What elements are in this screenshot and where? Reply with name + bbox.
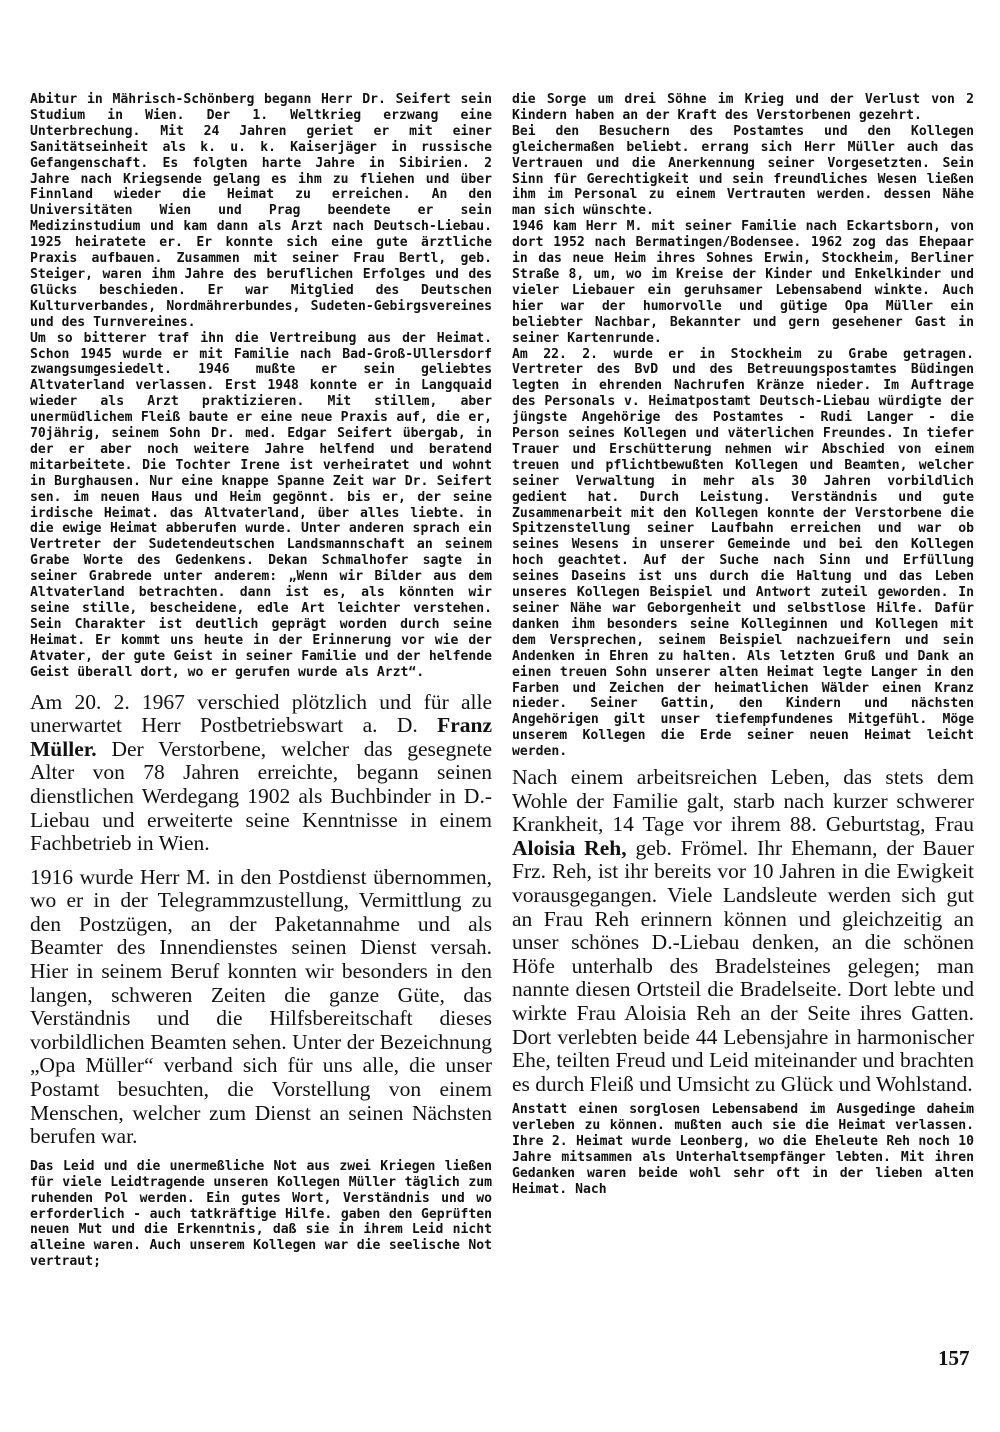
reh-intro-text-continued: geb. Frömel. Ihr Ehemann, der Bauer Frz. Reh, ist ihr bereits vor 10 Jahren in die Ewigkeit vorausgegangen. Viele Landsleute werden sich gut an Frau Reh erinnern können und gleichzeitig an unser schönes D.-Liebau denken, an die schönen Höfe unterhalb des Bradelsteines gelegen; man nannte diesen Ortsteil die Bradelseite. Dort lebte und wirkte Frau Aloisia Reh an der Seite ihres Gatten. Dort verlebten beide 44 Lebensjahre in harmonischer Ehe, teilten Freud und Leid miteinander und brachten es durch Fleiß und Umsicht zu Glück und Wohlstand. — [512, 835, 975, 1096]
paragraph-mueller-postal-service: 1916 wurde Herr M. in den Postdienst übernommen, wo er in der Telegrammzustellung, Vermittlung zu den Postzügen, an der Paketannahme und als Beamter des Innendienstes seinen Dienst versah. Hier in seinem Beruf konnten wir besonders in den langen, schweren Zeiten die ganze Güte, das Verständnis und die Hilfsbereitschaft dieses vorbildlichen Beamten sehen. Unter der Bezeichnung „Opa Müller“ verband sich für uns alle, die unser Postamt besuchten, die Vorstellung von einem Menschen, welcher zum Dienst an seinen Nächsten berufen war. — [30, 864, 492, 1149]
paragraph-mueller-wars: Das Leid und die unermeßliche Not aus zwei Kriegen ließen für viele Leidtragende unseren Kollegen Müller täglich zum ruhenden Pol werden. Ein gutes Wort, Verständnis und wo erforderlich - auch tatkräftige Hilfe. gaben den Geprüften neuen Mut und die Erkenntnis, daß sie in ihrem Leid nicht alleine waren. Auch unserem Kollegen war die seelische Not vertraut; — [30, 1158, 492, 1270]
name-aloisia-reh: Aloisia Reh, — [512, 835, 627, 860]
reh-intro-text: Nach einem arbeitsreichen Leben, das stets dem Wohle der Familie galt, starb nach kurzer schwerer Krankheit, 14 Tage vor ihrem 88. Geburtstag, Frau — [512, 765, 974, 837]
paragraph-reh-expulsion: Anstatt einen sorglosen Lebensabend im Ausgedinge daheim verleben zu können. mußten auch sie die Heimat verlassen. Ihre 2. Heimat wurde Leonberg, wo die Eheleute Reh noch 10 Jahre mitsammen als Unterhaltsempfänger lebten. Mit ihren Gedanken waren beide wohl sehr oft in der lieben alten Heimat. Nach — [512, 1102, 974, 1197]
paragraph-mueller-colleagues: Bei den Besuchern des Postamtes und den Kollegen gleichermaßen beliebt. errang sich Herr Müller auch das Vertrauen und die Anerkennung seiner Vorgesetzten. Sein Sinn für Gerechtigkeit und sein freundliches Wesen ließen ihm im Personal zu einem Vertrauten werden. dessen Nähe man sich wünschte. — [512, 123, 974, 219]
mueller-intro-text: Am 20. 2. 1967 verschied plötzlich und für alle unerwartet Herr Postbetriebswart a. D. — [30, 689, 492, 738]
paragraph-seifert-expulsion: Um so bitterer traf ihn die Vertreibung aus der Heimat. Schon 1945 wurde er mit Familie nach Bad-Groß-Ullersdorf zwangsumgesiedelt. 1946 mußte er sein geliebtes Altvaterland verlassen. Erst 1948 konnte er in Langquaid wieder als Arzt praktizieren. Mit stillem, aber unermüdlichem Fleiß baute er eine neue Praxis auf, die er, 70jährig, seinem Sohn Dr. med. Edgar Seifert übergab, in der er aber noch weitere Jahre helfend und beratend mitarbeitete. Die Tochter Irene ist verheiratet und wohnt in Burghausen. Nur eine knappe Spanne Zeit war Dr. Seifert sen. im neuen Haus und Heim gegönnt. bis er, der seine irdische Heimat. das Altvaterland, über alles liebte. in die ewige Heimat abberufen wurde. Unter anderen sprach ein Vertreter der Sudetendeutschen Landsmannschaft an seinem Grabe Worte des Gedenkens. Dekan Schmalhofer sagte in seiner Grabrede unter anderem: „Wenn wir Bilder aus dem Altvaterland betrachten. dann ist es, als könnten wir seine stille, bescheidene, edle Art leichter verstehen. Sein Charakter ist deutlich geprägt worden durch seine Heimat. Er kommt uns heute in der Erinnerung vor wie der Atvater, der gute Geist in seiner Familie und der helfende Geist überall dort, wo er gerufen wurde als Arzt“. — [30, 330, 492, 680]
paragraph-mueller-sons: die Sorge um drei Söhne im Krieg und der Verlust von 2 Kindern haben an der Kraft des Verstorbenen gezehrt. — [512, 92, 974, 123]
right-column — [512, 92, 974, 1198]
paragraph-mueller-funeral: Am 22. 2. wurde er in Stockheim zu Grabe getragen. Vertreter des BvD und des Betreuungspostamtes Büdingen legten in ehrenden Nachrufen Kränze nieder. Im Auftrage des Personals v. Heimatpostamt Deutsch-Liebau würdigte der jüngste Angehörige des Postamtes - Rudi Langer - die Person seines Kollegen und väterlichen Freundes. In tiefer Trauer und Erschütterung nehmen wir Abschied von einem treuen und pflichtbewußten Kollegen und Beamten, welcher seiner Verwaltung in mehr als 30 Jahren vorbildlich gedient hat. Durch Leistung. Verständnis und gute Zusammenarbeit mit den Kollegen konnte der Verstorbene die Spitzenstellung seiner Laufbahn erreichen und war ob seines Wesens in unserer Gemeinde und bei den Kollegen hoch geachtet. Auf der Suche nach Sinn und Erfüllung seines Daseins ist uns durch die Haltung und das Leben unseres Kollegen Beispiel und Antwort zuteil geworden. In seiner Nähe war Geborgenheit und selbstlose Hilfe. Dafür danken ihm besonders seine Kolleginnen und Kollegen mit dem Versprechen, seinem Beispiel nachzueifern und sein Andenken in Ehren zu halten. Als letzten Gruß und Dank an einen treuen Sohn unserer alten Heimat legte Langer in den Farben und Zeichen der heimatlichen Wälder einen Kranz nieder. Seiner Gattin, den Kindern und nächsten Angehörigen gilt unser tiefempfundenes Mitgefühl. Möge unserem Kollegen die Erde seiner neuen Heimat leicht werden. — [512, 346, 974, 760]
paragraph-mueller-relocation: 1946 kam Herr M. mit seiner Familie nach Eckartsborn, von dort 1952 nach Bermatingen/Bodensee. 1962 zog das Ehepaar in das neue Heim ihres Sohnes Erwin, Stockheim, Berliner Straße 8, um, wo im Kreise der Kinder und Enkelkinder und vieler Liebauer ein geruhsamer Lebensabend winkte. Auch hier war der humorvolle und gütige Opa Müller ein beliebter Nachbar, Bekannter und gern gesehener Gast in seiner Kartenrunde. — [512, 219, 974, 346]
paragraph-mueller-obituary-intro — [30, 691, 492, 856]
left-column — [30, 92, 492, 1270]
paragraph-seifert-biography: Abitur in Mährisch-Schönberg begann Herr Dr. Seifert sein Studium in Wien. Der 1. Weltkrieg erzwang eine Unterbrechung. Mit 24 Jahren geriet er mit einer Sanitätseinheit als k. u. k. Kaiserjäger in russische Gefangenschaft. Es folgten harte Jahre in Sibirien. 2 Jahre nach Kriegsende gelang es ihm zu fliehen und über Finnland wieder die Heimat zu erreichen. An den Universitäten Wien und Prag beendete er sein Medizinstudium und kam dann als Arzt nach Deutsch-Liebau. 1925 heiratete er. Er konnte sich eine gute ärztliche Praxis aufbauen. Zusammen mit seiner Frau Bertl, geb. Steiger, waren ihm Jahre des beruflichen Erfolges und des Glücks beschieden. Er war Mitglied des Deutschen Kulturverbandes, Nordmährerbundes, Sudeten-Gebirgsvereines und des Turnvereines. — [30, 92, 492, 330]
mueller-intro-text-continued: Der Verstorbene, welcher das gesegnete Alter von 78 Jahren erreichte, begann seinen dienstlichen Werdegang 1902 als Buchbinder in D.-Liebau und erweiterte seine Kenntnisse in einem Fachbetrieb in Wien. — [30, 736, 493, 856]
name-franz-mueller: Franz Müller. — [30, 713, 492, 761]
page-number: 157 — [938, 1346, 970, 1370]
paragraph-reh-obituary — [512, 766, 974, 1096]
